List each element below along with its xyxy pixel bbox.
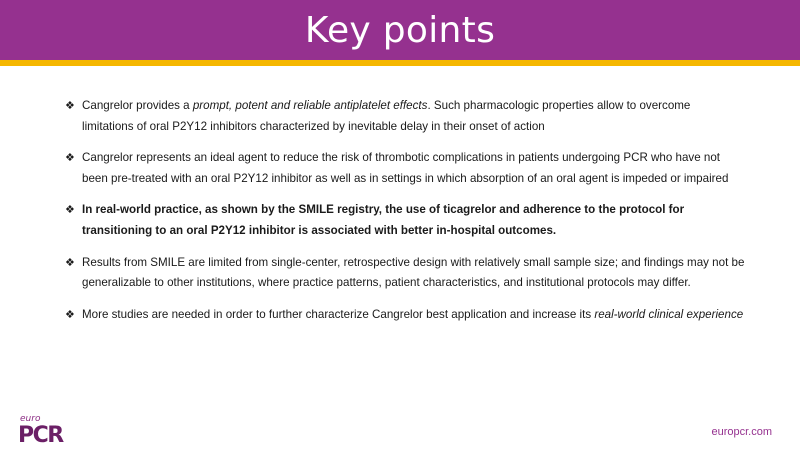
key-point-item bbox=[65, 305, 745, 326]
logo-pcr-text: PCR bbox=[18, 423, 63, 448]
title-banner bbox=[0, 0, 800, 60]
key-point-text: In real-world practice, as shown by the SMILE registry, the use of ticagrelor and adherence to the protocol for transitioning to an oral P2Y12 inhibitor is associated with better in-hospital outcomes. bbox=[82, 203, 685, 237]
page-title: Key points bbox=[304, 9, 496, 51]
diamond-bullet-icon: ❖ bbox=[65, 256, 75, 269]
europcr-logo bbox=[18, 414, 78, 446]
key-point-text: real-world clinical experience bbox=[594, 307, 744, 321]
key-points-list bbox=[65, 96, 745, 336]
key-point-text: prompt, potent and reliable antiplatelet effects bbox=[192, 99, 428, 112]
key-point-text: Results from SMILE are limited from single-center, retrospective design with relatively small sample size; and findings may not be generalizable to other institutions, where practice patterns, patient characteristics, and institutional protocols may differ. bbox=[82, 255, 745, 290]
footer-url[interactable]: europcr.com bbox=[711, 426, 772, 438]
key-point-text: Cangrelor represents an ideal agent to reduce the risk of thrombotic complications in patients undergoing PCR who have not been pre-treated with an oral P2Y12 inhibitor as well as in settings in which absorption of an oral agent is impeded or impaired bbox=[82, 151, 729, 185]
diamond-bullet-icon: ❖ bbox=[65, 100, 75, 112]
diamond-bullet-icon: ❖ bbox=[65, 152, 75, 165]
key-point-item bbox=[65, 253, 745, 294]
key-point-text: . Such pharmacologic properties allow to overcome limitations of oral P2Y12 inhibitors characterized by inevitable delay in their onset of action bbox=[82, 99, 691, 133]
diamond-bullet-icon: ❖ bbox=[65, 204, 75, 217]
diamond-bullet-icon: ❖ bbox=[65, 308, 75, 321]
key-point-text: Cangrelor provides a bbox=[82, 99, 193, 112]
key-point-text: More studies are needed in order to further characterize Cangrelor best application and increase its bbox=[82, 307, 595, 321]
logo-euro-text: euro bbox=[20, 414, 41, 424]
key-point-item bbox=[65, 96, 745, 137]
key-point-item bbox=[65, 200, 745, 241]
accent-stripe bbox=[0, 60, 800, 66]
key-point-item bbox=[65, 148, 745, 189]
